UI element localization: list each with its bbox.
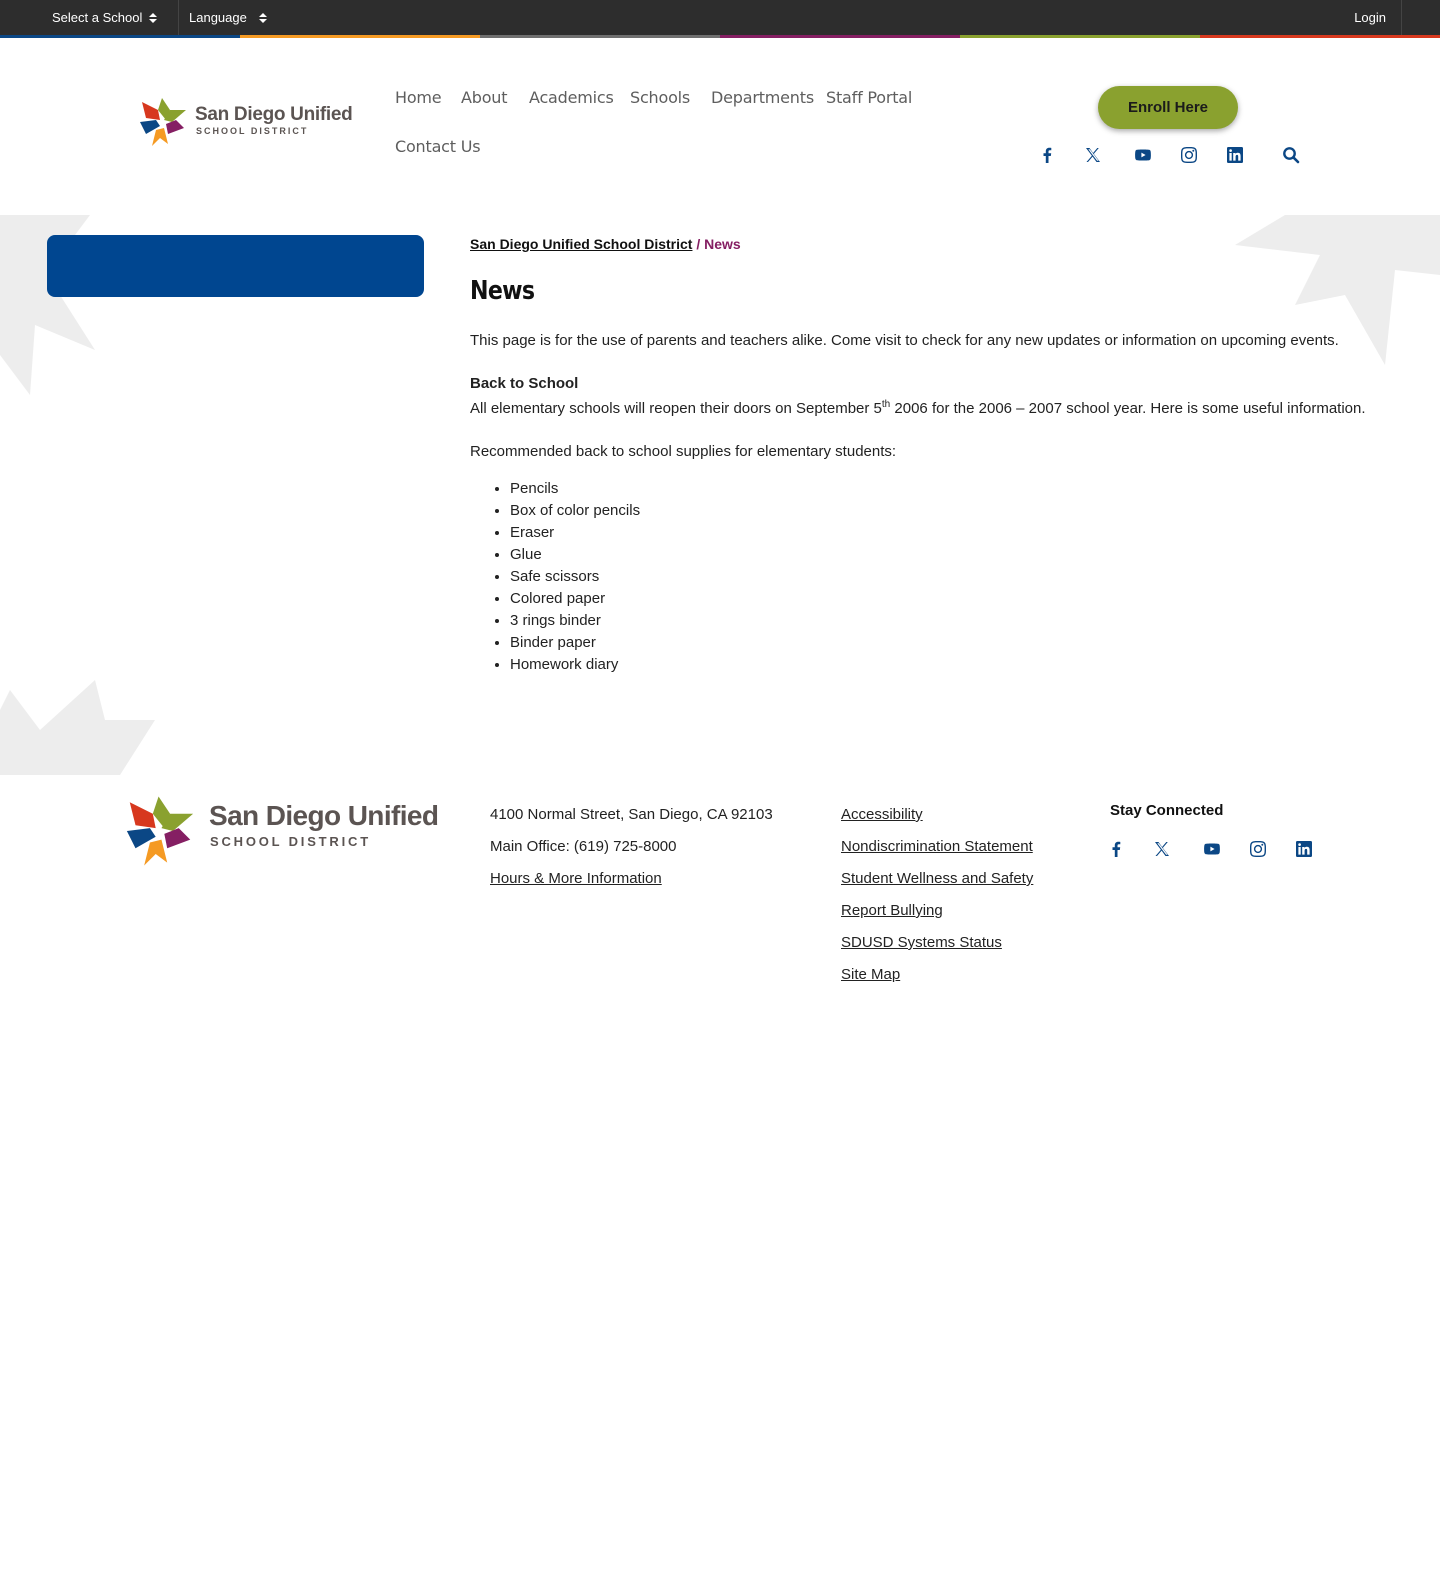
intro-text: This page is for the use of parents and teachers alike. Come visit to check for any new updates or information on upcoming events. (470, 332, 1339, 349)
stripe-green (960, 35, 1200, 38)
section-sup: th (881, 399, 891, 410)
footer-logo-subtitle: SCHOOL DISTRICT (210, 834, 371, 849)
list-item: • Colored paper (510, 588, 1375, 610)
footer-phone: Main Office: (619) 725-8000 (490, 838, 677, 855)
nav-about[interactable]: About (461, 88, 508, 107)
breadcrumb-separator: / (696, 236, 705, 252)
stripe-blue (0, 35, 240, 38)
nav-home[interactable]: Home (395, 88, 442, 107)
stripe-red (1200, 35, 1440, 38)
select-school-dropdown[interactable] (52, 0, 157, 35)
color-stripe (0, 35, 1440, 38)
footer-logo[interactable] (124, 796, 439, 866)
list-item: • Eraser (510, 522, 1375, 544)
instagram-icon[interactable] (1180, 146, 1198, 164)
star-logo-icon (124, 796, 196, 866)
footer-social-links (1107, 840, 1341, 858)
section-text-before: All elementary schools will reopen their doors on September 5 (470, 400, 882, 417)
list-item: • Binder paper (510, 632, 1375, 654)
back-to-school-section (470, 373, 1375, 419)
supplies-list (470, 478, 1375, 676)
main-content (470, 330, 1375, 676)
stripe-gray (480, 35, 720, 38)
logo-name: San Diego Unified (195, 104, 353, 125)
hours-info-link[interactable]: Hours & More Information (490, 870, 662, 887)
breadcrumb (470, 236, 741, 252)
footer-links (841, 804, 1033, 996)
supplies-intro: Recommended back to school supplies for elementary students: (470, 443, 897, 460)
breadcrumb-home-link[interactable]: San Diego Unified School District (470, 236, 693, 252)
footer-contact (490, 804, 773, 900)
youtube-icon[interactable] (1134, 146, 1152, 164)
list-item: • 3 rings binder (510, 610, 1375, 632)
nav-academics[interactable]: Academics (529, 88, 614, 107)
select-school-label: Select a School (52, 10, 143, 25)
star-logo-icon (138, 98, 188, 146)
footer-link-accessibility[interactable]: Accessibility (841, 806, 923, 823)
x-icon[interactable] (1153, 840, 1171, 858)
x-icon[interactable] (1084, 146, 1102, 164)
stripe-purple (720, 35, 960, 38)
breadcrumb-current: News (704, 236, 741, 252)
language-label: Language (189, 10, 247, 25)
footer-link-nondiscrimination[interactable]: Nondiscrimination Statement (841, 838, 1033, 855)
nav-schools[interactable]: Schools (630, 88, 691, 107)
instagram-icon[interactable] (1249, 840, 1267, 858)
login-link[interactable]: Login (1354, 0, 1402, 35)
nav-staff-portal[interactable]: Staff Portal (826, 88, 913, 107)
page-title: News (470, 276, 535, 306)
sort-arrows-icon (259, 13, 267, 23)
footer-address: 4100 Normal Street, San Diego, CA 92103 (490, 806, 773, 823)
list-item: • Glue (510, 544, 1375, 566)
search-icon[interactable] (1282, 146, 1300, 164)
section-text-after: 2006 for the 2006 – 2007 school year. Here is some useful information. (890, 400, 1366, 417)
facebook-icon[interactable] (1038, 146, 1056, 164)
footer-logo-name: San Diego Unified (209, 800, 439, 831)
top-utility-bar (0, 0, 1440, 35)
footer-link-site-map[interactable]: Site Map (841, 966, 901, 983)
stripe-orange (240, 35, 480, 38)
district-logo[interactable] (138, 98, 353, 146)
decorative-star-left-bottom (0, 680, 155, 775)
linkedin-icon[interactable] (1226, 146, 1244, 164)
facebook-icon[interactable] (1107, 840, 1125, 858)
sidebar-menu-block[interactable] (47, 235, 424, 297)
nav-departments[interactable]: Departments (711, 88, 814, 107)
logo-subtitle: SCHOOL DISTRICT (196, 126, 309, 136)
list-item: • Box of color pencils (510, 500, 1375, 522)
language-dropdown[interactable] (178, 0, 267, 35)
enroll-here-button[interactable]: Enroll Here (1098, 86, 1238, 129)
list-item: • Safe scissors (510, 566, 1375, 588)
footer-link-report-bullying[interactable]: Report Bullying (841, 902, 943, 919)
nav-contact-us[interactable]: Contact Us (395, 137, 481, 156)
list-item: • Pencils (510, 478, 1375, 500)
linkedin-icon[interactable] (1295, 840, 1313, 858)
stay-connected-heading: Stay Connected (1110, 802, 1224, 819)
youtube-icon[interactable] (1203, 840, 1221, 858)
list-item: • Homework diary (510, 654, 1375, 676)
sort-arrows-icon (149, 13, 157, 23)
footer-link-wellness[interactable]: Student Wellness and Safety (841, 870, 1034, 887)
header-social-links (1038, 146, 1272, 164)
footer-link-systems-status[interactable]: SDUSD Systems Status (841, 934, 1002, 951)
section-heading: Back to School (470, 375, 579, 392)
